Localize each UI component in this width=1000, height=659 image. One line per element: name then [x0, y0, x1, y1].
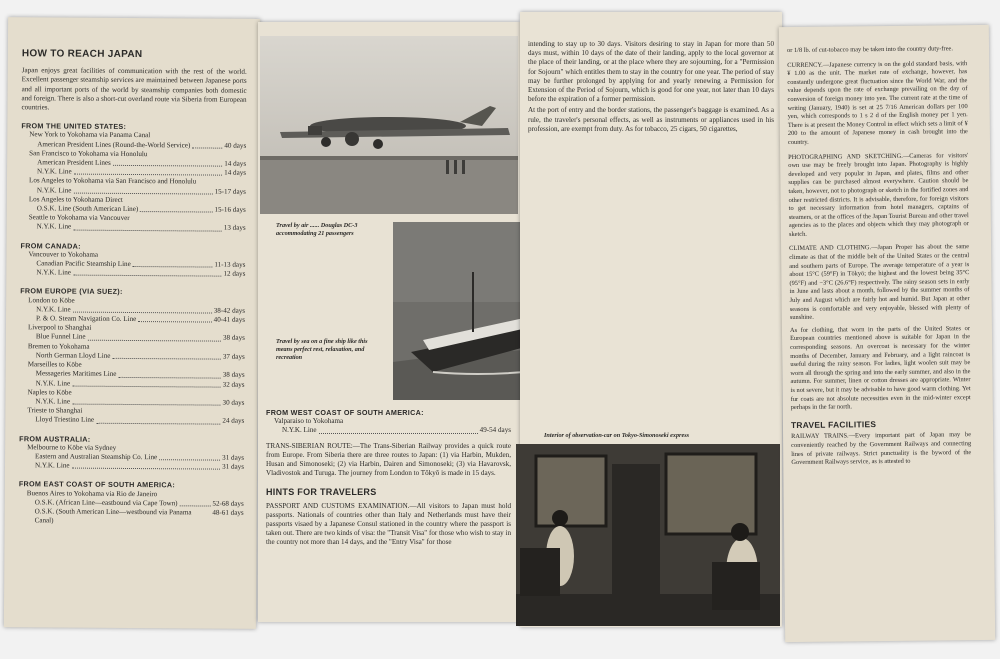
- passport-paragraph: PASSPORT AND CUSTOMS EXAMINATION.—All visitors to Japan must hold passports. Nationals of countries other than Italy and Netherlands must have their passports visaed by a Japanese Consul stationed in the country where the passport is taken out. There are two kinds of visa: the "Transit Visa" for those who wish to stay in the country not more than 14 days, and the "Entry Visa" for those: [266, 501, 511, 547]
- route-origin: Seattle to Yokohama via Vancouver: [28, 213, 130, 223]
- route-days: 38-42 days: [213, 306, 246, 315]
- page-middle-right-text: [528, 40, 774, 134]
- route-line: N.Y.K. Line: [36, 305, 71, 314]
- route-days: 14 days: [224, 159, 247, 168]
- hints-heading: HINTS FOR TRAVELERS: [266, 487, 377, 498]
- route-days: 15-16 days: [214, 205, 246, 214]
- west-route: Valparaiso to Yokohama: [274, 417, 344, 426]
- route-days: 31 days: [222, 462, 245, 471]
- route-days: 38 days: [222, 334, 245, 343]
- route-origin: Naples to Kōbe: [27, 387, 72, 397]
- route-section-heading: FROM EAST COAST OF SOUTH AMERICA:: [18, 479, 176, 490]
- route-days: 30 days: [222, 398, 245, 407]
- route-days: 31 days: [222, 453, 245, 462]
- route-days: 48-61 days: [212, 508, 244, 517]
- page-left-text: [19, 49, 247, 527]
- route-origin: San Francisco to Yokohama via Honolulu: [29, 149, 148, 158]
- climate-paragraph: CLIMATE AND CLOTHING.—Japan Proper has about the same climate as that of the middle belt of the United States or the central and southern parts of Europe. The average temperature of a year is about 15°C (59°F) in Tōkyō; the highest and the lowest being 35°C (95°F) and −3°C (26.6°F) respectively. The rainy season sets in early in June and lasts about a month, followed by the summer months of July and August which are fairly hot and humid. But Japan at other seasons is comfortable and very enjoyable, blessed with plenty of sunshine.: [789, 243, 970, 322]
- intro-paragraph: Japan enjoys great facilities of communication with the rest of the world. Excellent passenger steamship services are maintained between Japanese ports and all important ports of the world by steamship companies both domestic and foreign. There is also a short-cut overland route via Siberia from European countries.: [21, 66, 247, 112]
- sea-travel-caption: Travel by sea on a fine ship like this means perfect rest, relaxation, and recreation: [276, 338, 368, 361]
- route-row: [20, 268, 245, 279]
- airplane-photo: [260, 36, 518, 214]
- route-origin: New York to Yokohama via Panama Canal: [29, 130, 151, 140]
- west-days: 49-54 days: [479, 426, 511, 435]
- route-days: 40-41 days: [213, 315, 246, 324]
- train-caption: Interior of observation-car on Tokyo-Simonoseki express: [544, 432, 690, 439]
- route-days: 14 days: [224, 168, 247, 178]
- route-line: N.Y.K. Line: [35, 397, 71, 406]
- west-route-row: [266, 426, 511, 435]
- route-days: 13 days: [223, 224, 246, 233]
- route-row: [19, 461, 244, 472]
- route-row: [19, 507, 244, 527]
- route-line: N.Y.K. Line: [35, 378, 71, 388]
- currency-paragraph: CURRENCY.—Japanese currency is on the gold standard basis, with ¥ 1.00 as the unit. The market rate of exchange, however, has constantly undergone great fluctuation since the World War, and the value depends upon the rate of exchange prevailing on the day of conversion of foreign money into yen. The current rate at the time of writing (January, 1940) is set at 25 7/16 American dollars per 100 yen, which corresponds to 1 s 2 d of the English money per 1 yen. There is at present the Money Control in effect which sets a limit of ¥ 200 to the amount of Japanese money in cash brought into the country.: [787, 59, 968, 146]
- route-origin: Melbourne to Kōbe via Sydney: [27, 442, 117, 452]
- west-line: N.Y.K. Line: [282, 426, 317, 435]
- route-section-heading: FROM EUROPE (VIA SUEZ):: [20, 286, 123, 297]
- how-to-reach-title: HOW TO REACH JAPAN: [21, 48, 143, 61]
- route-days: 38 days: [222, 370, 245, 380]
- route-origin: Liverpool to Shanghai: [27, 323, 92, 332]
- route-line: N.Y.K. Line: [36, 222, 72, 232]
- route-line: O.S.K. (South American Line—westbound via Panama Canal): [34, 507, 192, 525]
- route-days: 11-13 days: [214, 260, 246, 269]
- travel-facilities-heading: TRAVEL FACILITIES: [790, 418, 877, 430]
- route-line: American President Lines: [37, 158, 111, 167]
- route-line: Blue Funnel Line: [35, 332, 86, 342]
- train-interior-illustration: [516, 444, 780, 626]
- route-days: 32 days: [222, 380, 245, 389]
- route-line: N.Y.K. Line: [37, 167, 72, 176]
- route-section-heading: FROM AUSTRALIA:: [19, 433, 91, 444]
- baggage-paragraph: At the port of entry and the border stations, the passenger's baggage is examined. As a rule, the traveler's personal effects, as well as instruments or appliances used in his profession, are exempt from duty. As for tobacco, 25 cigars, 50 cigarettes,: [528, 106, 774, 133]
- route-line: Eastern and Australian Steamship Co. Line: [35, 452, 158, 462]
- route-days: 52-68 days: [212, 499, 244, 508]
- route-origin: Vancouver to Yokohama: [28, 250, 99, 259]
- routes-list: [19, 121, 247, 527]
- train-interior-photo: [516, 444, 780, 626]
- brochure-page-right: [779, 25, 995, 642]
- brochure-page-middle-right: [520, 12, 782, 627]
- route-days: 12 days: [223, 269, 246, 279]
- route-origin: Trieste to Shanghai: [27, 406, 83, 415]
- route-line: Messageries Maritimes Line: [35, 369, 117, 379]
- route-line: P. & O. Steam Navigation Co. Line: [36, 314, 137, 324]
- page-right-text: [787, 45, 971, 468]
- route-line: O.S.K. (African Line—eastbound via Cape Town): [34, 498, 178, 508]
- route-days: 15-17 days: [214, 187, 246, 196]
- air-travel-caption: Travel by air ...... Douglas DC-3 accommodating 21 passengers: [276, 222, 358, 237]
- brochure-page-left: [4, 17, 260, 629]
- airplane-illustration: [260, 36, 518, 214]
- route-line: North German Lloyd Line: [35, 351, 111, 360]
- railway-paragraph: RAILWAY TRAINS.—Every important part of Japan may be conveniently reached by the Government Railways and connecting lines of private railways. Strict punctuality is the byword of the Government Railways service, as is attested to: [791, 431, 972, 467]
- trans-siberian-paragraph: TRANS-SIBERIAN ROUTE:—The Trans-Siberian Railway provides a quick route from Europe. From Siberia there are three routes to Japan: (1) via Harbin, Mukden, Husan and Simonoseki; (2) via Harbin, Dairen and Simonoseki; (3) via Havarovsk, Vladivostok and Turuga. The journey from London to Tōkyō is made in 15 days.: [266, 441, 511, 478]
- route-origin: London to Kōbe: [28, 295, 75, 305]
- route-section-heading: FROM THE UNITED STATES:: [21, 121, 127, 132]
- route-days: 24 days: [222, 416, 245, 426]
- route-days: 37 days: [222, 352, 245, 361]
- route-line: N.Y.K. Line: [36, 268, 71, 277]
- route-origin: Bremen to Yokohama: [27, 341, 90, 351]
- sojourn-paragraph: intending to stay up to 30 days. Visitors desiring to stay in Japan for more than 50 days must, within 10 days of the date of their landing, apply to the local governor at the place of their landing, or at the place where they are sojourning, for a "Permission for Sojourn" which entitles them to stay in the country for one year. The period of stay may be further prolonged by applying for and yearly renewing a Permission for Extension of the Period of Sojourn, which is good for one year, not later than 10 days before the expiration of a former permission.: [528, 40, 774, 104]
- west-coast-heading: FROM WEST COAST OF SOUTH AMERICA:: [266, 408, 424, 417]
- clothing-paragraph: As for clothing, that worn in the parts of the United States or European countries mentioned above is suitable for Japan in the corresponding seasons. An overcoat is necessary for the winter months of December, January and February, and a light raincoat is useful during the rainy season. For ladies, light woolen suit may be worn all through the spring and into the early summer, and also in the autumn. For summer, linen or cotton dresses are appropriate. Winter is not severe, but it may be advisable to have good warm clothing. Yet fur coats are not absolute necessities even in the mid-winter except perhaps in the far north.: [789, 324, 971, 412]
- route-line: O.S.K. Line (South American Line): [36, 204, 139, 214]
- route-origin: Marseilles to Kōbe: [27, 360, 82, 369]
- route-row: [19, 416, 244, 427]
- route-line: N.Y.K. Line: [34, 461, 70, 470]
- tobacco-text: or 1/8 lb. of cut-tobacco may be taken into the country duty-free.: [786, 45, 953, 55]
- route-origin: Buenos Aires to Yokohama via Rio de Janeiro: [26, 488, 158, 498]
- photographing-paragraph: PHOTOGRAPHING AND SKETCHING.—Cameras for visitors' own use may be freely brought into Japan. Photography is highly developed and very popular in Japan, and plates, films and other supplies can be purchased almost everywhere. Caution should be taken, however, not to photograph or sketch in the fortified zones and other restricted districts. It is advisable, therefore, for foreign visitors to get necessary information from hotel managers, captains of steamers, or at the offices of the Japan Tourist Bureau and other travel agencies as to the places and objects which they may photograph or sketch.: [788, 151, 969, 238]
- route-origin: Los Angeles to Yokohama Direct: [28, 195, 123, 204]
- page-middle-left-text: [266, 404, 511, 548]
- route-line: Lloyd Triestino Line: [35, 415, 95, 425]
- route-line: N.Y.K. Line: [36, 185, 72, 195]
- route-line: Canadian Pacific Steamship Line: [36, 259, 131, 269]
- route-line: American President Lines (Round-the-World Service): [37, 139, 191, 150]
- route-section-heading: FROM CANADA:: [20, 240, 81, 251]
- route-origin: Los Angeles to Yokohama via San Francisco and Honolulu: [28, 176, 197, 186]
- route-days: 40 days: [224, 141, 247, 150]
- route-row: [21, 223, 246, 234]
